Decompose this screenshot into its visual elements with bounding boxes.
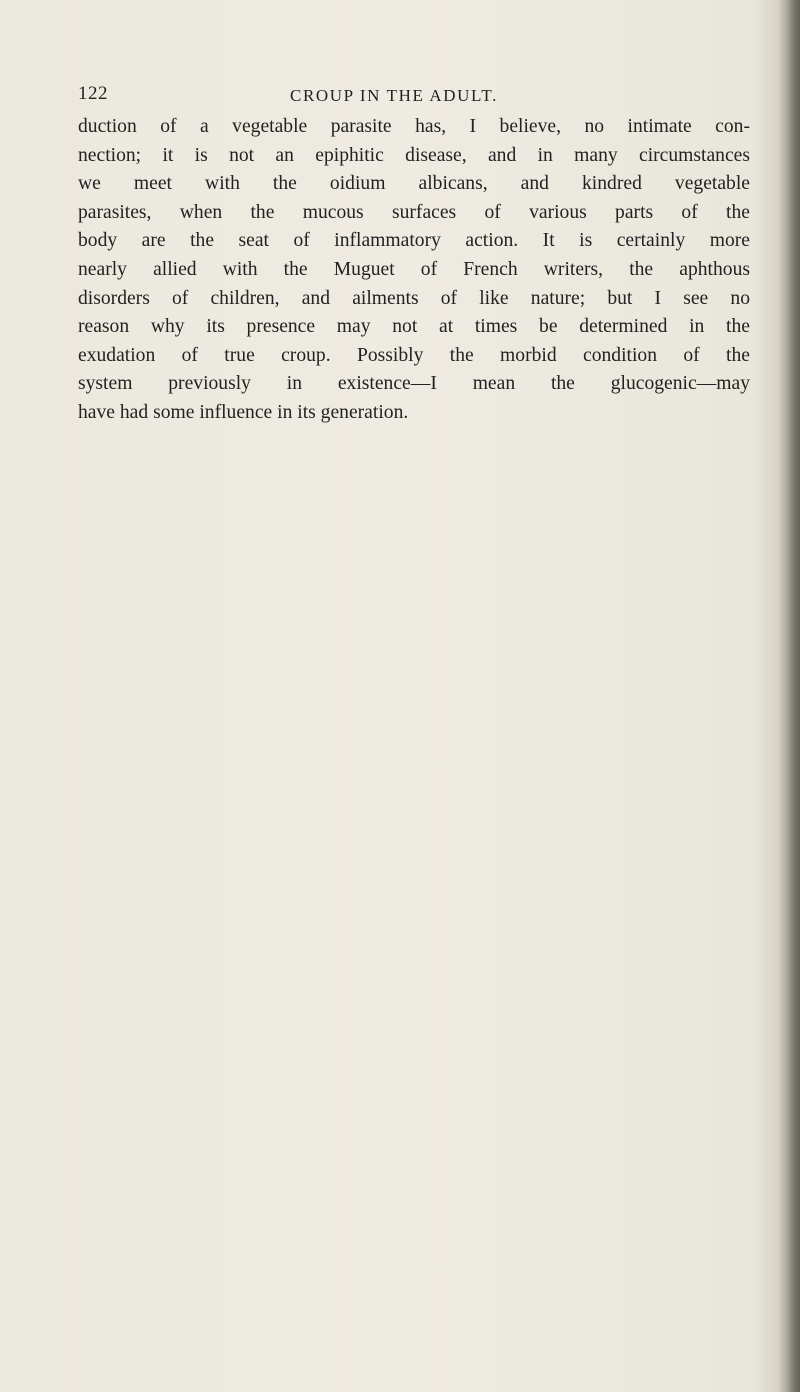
text-line: duction of a vegetable parasite has, I believe, no intimate con- — [78, 116, 750, 137]
text-line: body are the seat of inflammatory action. It is certainly more — [78, 230, 750, 252]
text-line: we meet with the oidium albicans, and kindred vegetable — [78, 173, 750, 195]
text-line: reason why its presence may not at times be determined in the — [78, 316, 750, 338]
text-line: have had some influence in its generation. — [78, 401, 409, 423]
text-line: system previously in existence—I mean the glucogenic—may — [78, 373, 750, 395]
body-paragraph — [78, 113, 750, 428]
page-edge-shadow — [778, 0, 800, 1392]
text-line: nearly allied with the Muguet of French writers, the aphthous — [78, 258, 750, 280]
text-line: parasites, when the mucous surfaces of various parts of the — [78, 201, 750, 223]
text-line: exudation of true croup. Possibly the morbid condition of the — [78, 344, 750, 366]
text-line: nection; it is not an epiphitic disease, and in many circumstances — [78, 144, 750, 166]
running-title: CROUP IN THE ADULT. — [290, 86, 498, 105]
text-line: disorders of children, and ailments of like nature; but I see no — [78, 287, 750, 309]
page-header — [78, 83, 750, 107]
page-number: 122 — [78, 83, 108, 104]
